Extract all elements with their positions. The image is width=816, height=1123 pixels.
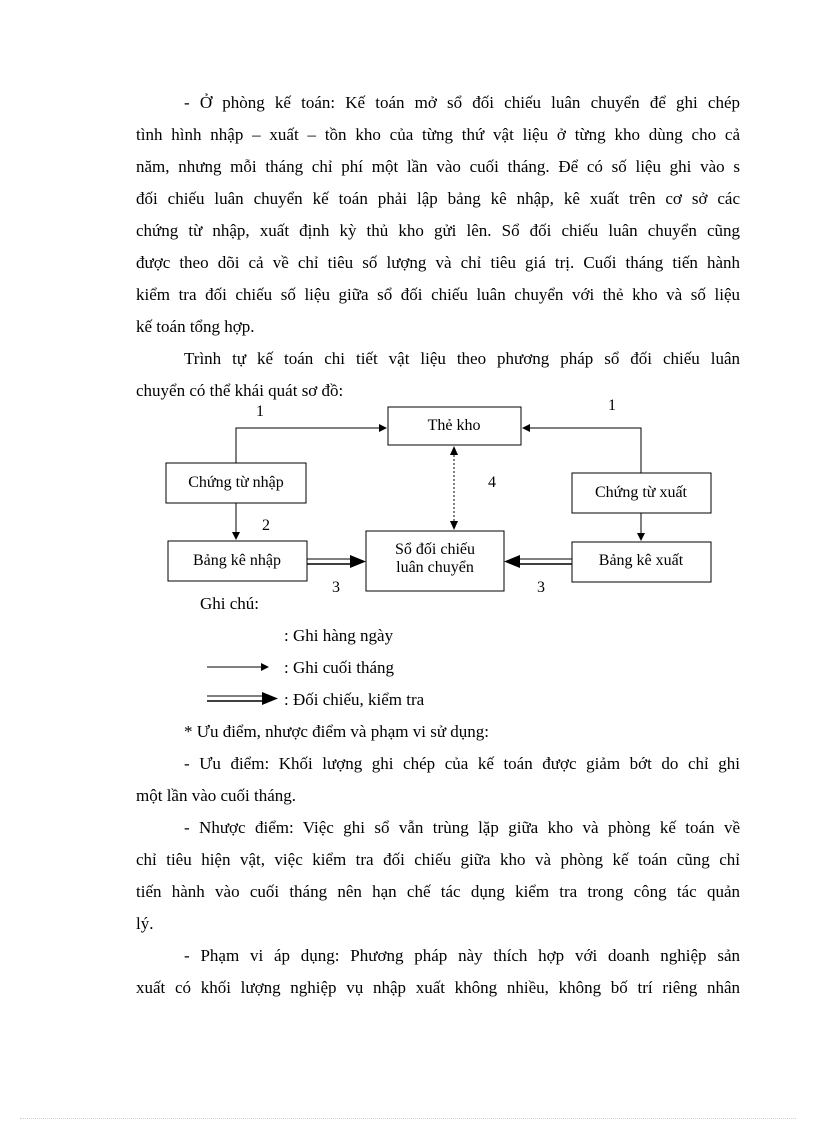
arrow-ctx-to-thekho — [523, 428, 641, 473]
legend-month-end: : Ghi cuối tháng — [284, 658, 395, 677]
para3-line-8: - Phạm vi áp dụng: Phương pháp này thích hợp với doanh nghiệp sản — [184, 946, 740, 965]
dotted-arrow-down — [450, 521, 458, 530]
para3-line-6: tiến hành vào cuối tháng nên hạn chế tác dụng kiểm tra trong công tác quản — [136, 882, 740, 901]
para1-line-8: kế toán tổng hợp. — [136, 317, 255, 336]
para2-line-1: Trình tự kế toán chi tiết vật liệu theo phương pháp sổ đối chiếu luân — [184, 349, 740, 368]
para3-line-4: - Nhược điểm: Việc ghi sổ vẫn trùng lặp giữa kho và phòng kế toán về — [184, 818, 740, 837]
para1-line-2: tình hình nhập – xuất – tồn kho của từng thứ vật liệu ở từng kho dùng cho cả — [136, 125, 740, 144]
double-arrow-left-head — [350, 555, 366, 568]
page-bottom-divider — [20, 1118, 796, 1119]
legend-check: : Đối chiếu, kiểm tra — [284, 690, 425, 709]
num-3-left: 3 — [332, 579, 340, 596]
para1-line-5: chứng từ nhập, xuất định kỳ thủ kho gửi lên. Sổ đối chiếu luân chuyển cũng — [136, 221, 740, 240]
label-the-kho: Thẻ kho — [427, 417, 481, 434]
para2-line-2: chuyển có thể khái quát sơ đồ: — [136, 381, 344, 400]
para3-line-7: lý. — [136, 914, 154, 933]
label-so-doi-chieu-1: Sổ đối chiếu — [395, 541, 475, 558]
num-3-right: 3 — [537, 579, 545, 596]
num-4: 4 — [488, 474, 496, 491]
num-1-right: 1 — [608, 397, 616, 414]
label-chung-tu-xuat: Chứng từ xuất — [594, 484, 688, 501]
num-2: 2 — [262, 517, 270, 534]
label-bang-ke-xuat: Bảng kê xuất — [598, 552, 684, 569]
para3-line-5: chỉ tiêu hiện vật, việc kiểm tra đối chiếu giữa kho và phòng kế toán cũng chỉ — [136, 850, 740, 869]
para1-line-1: - Ở phòng kế toán: Kế toán mở sổ đối chiếu luân chuyển để ghi chép — [184, 93, 740, 112]
para3-line-3: một lần vào cuối tháng. — [136, 786, 297, 805]
label-chung-tu-nhap: Chứng từ nhập — [188, 474, 284, 491]
legend-daily: : Ghi hàng ngày — [284, 626, 394, 645]
para3-line-9: xuất có khối lượng nghiệp vụ nhập xuất không nhiều, không bố trí riêng nhân — [136, 978, 740, 997]
label-so-doi-chieu-2: luân chuyển — [396, 559, 474, 576]
label-bang-ke-nhap: Bảng kê nhập — [193, 552, 281, 569]
legend-title: Ghi chú: — [200, 594, 260, 613]
arrow-ctn-to-thekho — [236, 428, 386, 463]
para1-line-6: được theo dõi cả về chỉ tiêu số lượng và chỉ tiêu giá trị. Cuối tháng tiến hành — [136, 253, 740, 272]
para3-line-2: - Ưu điểm: Khối lượng ghi chép của kế toán được giảm bớt do chỉ ghi — [184, 754, 740, 773]
para1-line-7: kiểm tra đối chiếu số liệu giữa sổ đối chiếu luân chuyển với thẻ kho và số liệu — [136, 285, 740, 304]
num-1-left: 1 — [256, 403, 264, 420]
para3-line-1: * Ưu điểm, nhược điểm và phạm vi sử dụng: — [184, 722, 490, 741]
para1-line-4: đối chiếu luân chuyển kế toán phải lập bảng kê nhập, kê xuất trên cơ sở các — [136, 189, 740, 208]
double-arrow-right-head — [504, 555, 520, 568]
dotted-arrow-up — [450, 446, 458, 455]
para1-line-3: năm, nhưng mỗi tháng chỉ phí một lần vào cuối tháng. Để có số liệu ghi vào s — [136, 157, 740, 176]
legend-check-head — [262, 692, 278, 705]
